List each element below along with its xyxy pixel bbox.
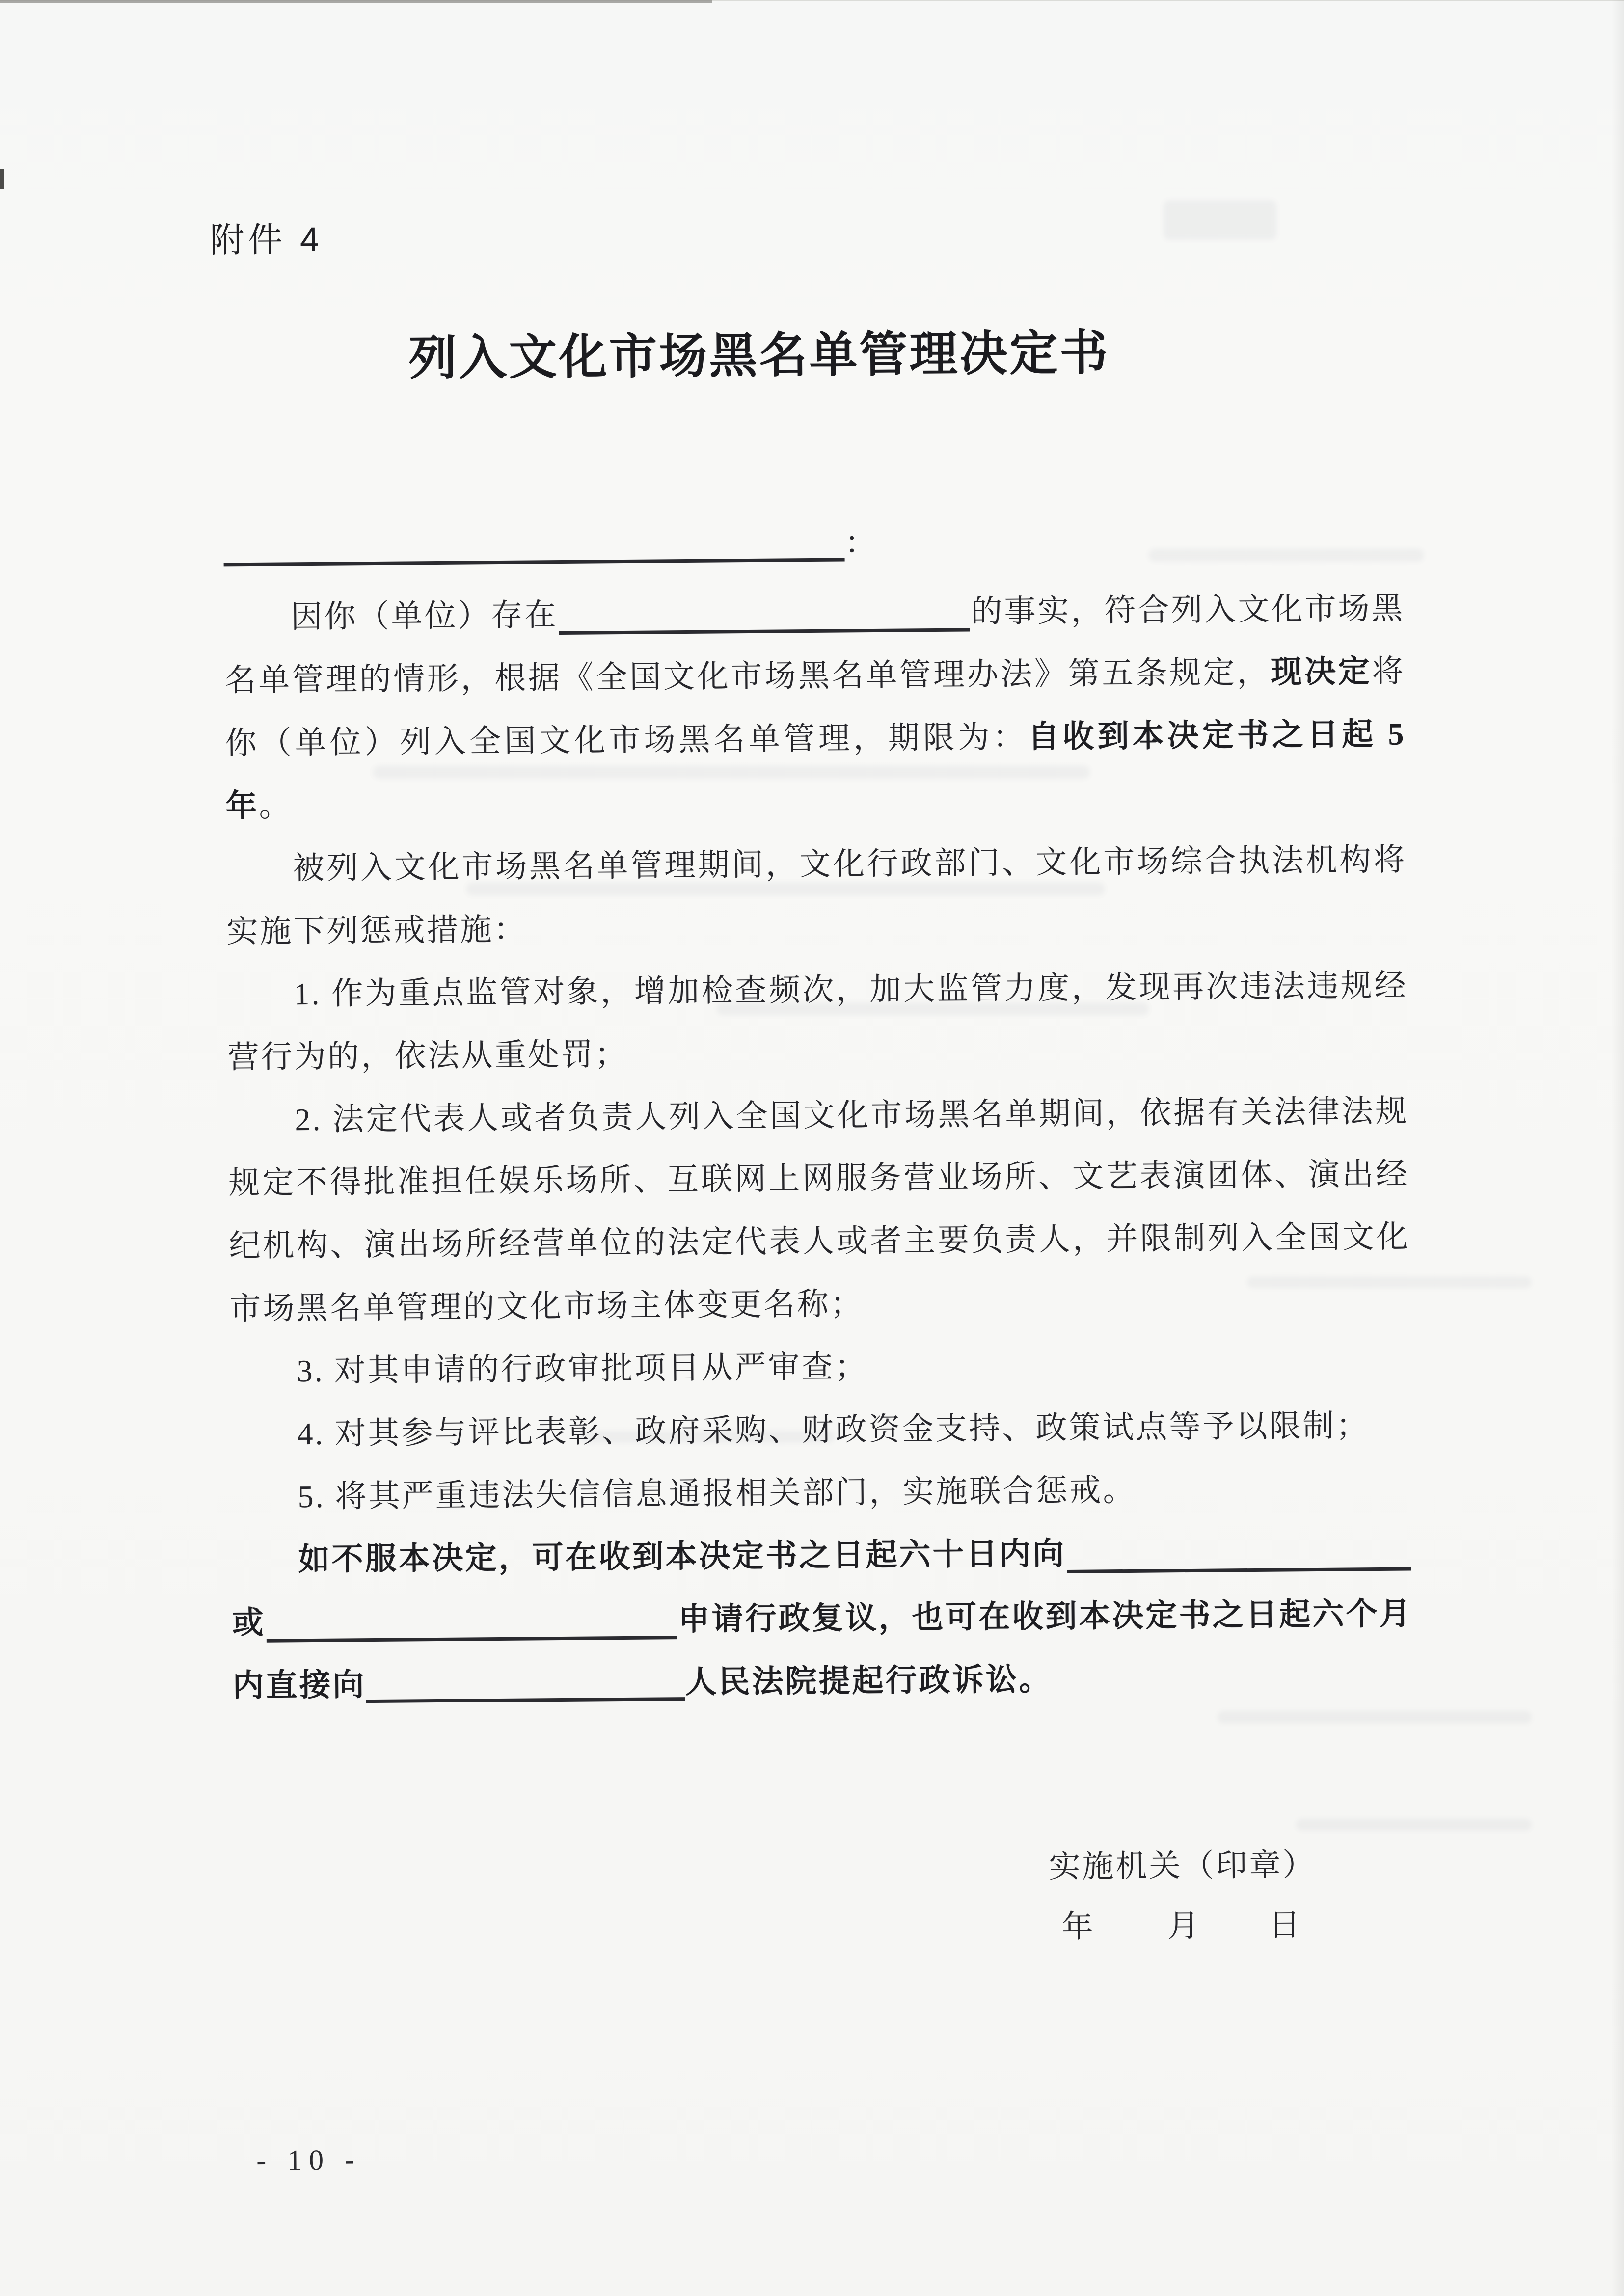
text-segment: 纪机构、演出场所经营单位的法定代表人或者主要负责人，并限制列入全国文化 [229, 1219, 1410, 1264]
document-line [230, 1394, 1411, 1466]
blank-field [224, 558, 845, 566]
document-line [232, 1582, 1413, 1654]
text-segment: 。 [259, 788, 293, 823]
text-segment: 年 [225, 788, 259, 824]
text-segment: 被列入文化市场黑名单管理期间，文化行政部门、文化市场综合执法机构将 [293, 842, 1407, 886]
salutation-line [223, 521, 876, 570]
text-segment: 你（单位）列入全国文化市场黑名单管理，期限为： [225, 719, 1028, 761]
date-month-label: 月 [1167, 1908, 1201, 1944]
text-segment: 内直接向 [232, 1667, 366, 1703]
text-segment: 3. 对其申请的行政审批项目从严审查； [297, 1349, 868, 1389]
document-line [230, 1331, 1411, 1403]
text-segment: 自收到本决定书之日起 5 [1028, 716, 1406, 755]
blank-field [1067, 1519, 1411, 1573]
body-lines [224, 577, 1413, 1717]
issuing-agency-seal-label: 实施机关（印章） [1049, 1847, 1316, 1885]
text-segment: 1. 作为重点监管对象，增加检查频次，加大监管力度，发现再次违法违规经 [294, 968, 1408, 1012]
document-line [226, 891, 1407, 963]
text-segment: 如不服本决定，可在收到本决定书之日起六十日内向 [298, 1536, 1066, 1577]
document-line [231, 1519, 1412, 1592]
document-line [226, 828, 1407, 900]
document-line [228, 1142, 1409, 1215]
text-segment: 实施下列惩戒措施： [226, 912, 527, 949]
document-title: 列入文化市场黑名单管理决定书 [408, 325, 1110, 385]
text-segment: 因你（单位）存在 [291, 597, 558, 635]
text-segment: 现决定 [1270, 654, 1372, 690]
document-line [231, 1457, 1412, 1529]
blank-field [266, 1588, 677, 1643]
text-segment: 的事实，符合列入文化市场黑 [971, 591, 1405, 629]
text-segment: 5. 将其严重违法失信信息通报相关部门，实施联合惩戒。 [298, 1472, 1137, 1514]
date-year-label: 年 [1061, 1909, 1095, 1945]
page-number: - 10 - [256, 2143, 362, 2177]
document-line [225, 702, 1406, 775]
document-line [224, 640, 1406, 712]
text-segment: 名单管理的情形，根据《全国文化市场黑名单管理办法》第五条规定， [224, 654, 1271, 698]
blank-field [366, 1697, 685, 1703]
text-segment: 4. 对其参与评比表彰、政府采购、财政资金支持、政策试点等予以限制； [297, 1408, 1370, 1452]
text-segment: 将 [1372, 653, 1406, 689]
text-segment: 或 [232, 1605, 266, 1641]
document-line [228, 1080, 1409, 1152]
signature-date-line [1061, 1908, 1317, 1944]
document-line [224, 577, 1405, 649]
document-line [229, 1268, 1410, 1340]
signature-block [1049, 1848, 1316, 1944]
document-line [225, 765, 1407, 837]
text-segment: 营行为的，依法从重处罚； [227, 1036, 628, 1075]
text-segment: 申请行政复议，也可在收到本决定书之日起六个月 [678, 1596, 1413, 1637]
document-line [232, 1645, 1413, 1717]
text-segment: 市场黑名单管理的文化市场主体变更名称； [229, 1286, 864, 1326]
attachment-label: 附件 4 [210, 220, 324, 260]
text-segment: 规定不得批准担任娱乐场所、互联网上网服务营业场所、文艺表演团体、演出经 [228, 1156, 1409, 1201]
text-segment: 2. 法定代表人或者负责人列入全国文化市场黑名单期间，依据有关法律法规 [295, 1093, 1409, 1137]
blank-field [559, 580, 970, 635]
salutation-colon: ： [844, 525, 876, 561]
document-line [227, 1017, 1408, 1089]
text-segment: 人民法院提起行政诉讼。 [685, 1662, 1053, 1700]
date-day-label: 日 [1269, 1907, 1302, 1943]
document-line [229, 1205, 1410, 1277]
document-line [227, 954, 1408, 1026]
